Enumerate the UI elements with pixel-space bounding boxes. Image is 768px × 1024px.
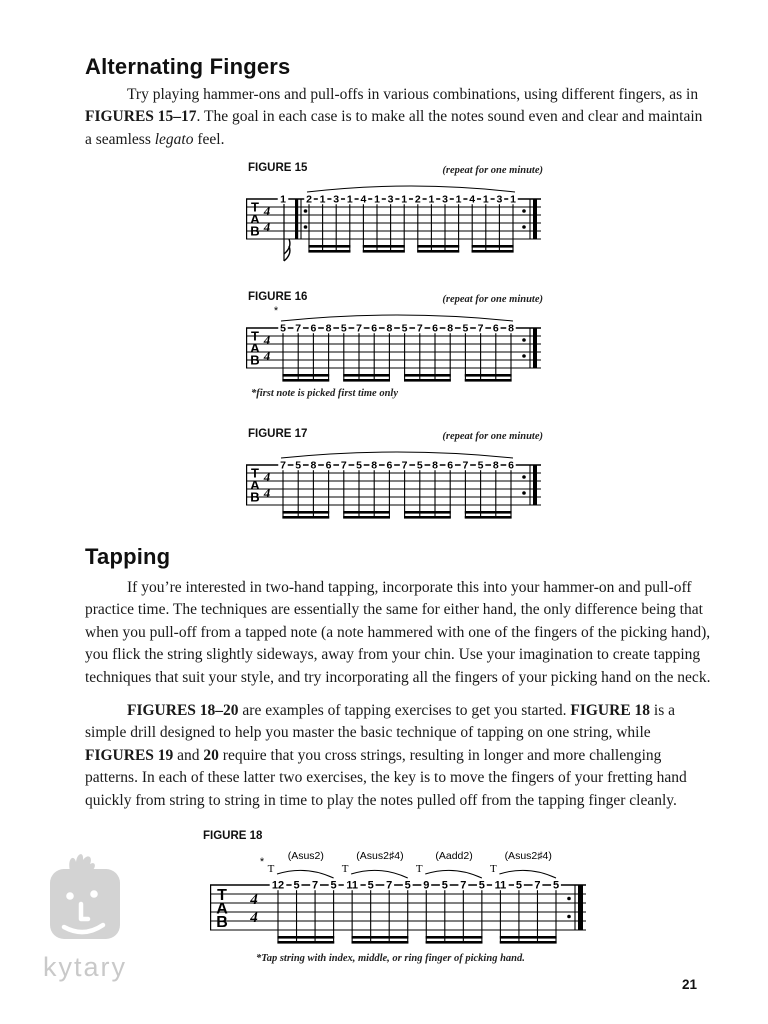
svg-text:2: 2 [306,193,312,206]
repeat-annotation: (repeat for one minute) [442,165,543,176]
svg-text:1: 1 [401,193,408,206]
svg-text:5: 5 [404,879,411,892]
svg-text:7: 7 [462,459,469,472]
svg-text:(Asus2♯4): (Asus2♯4) [356,850,404,862]
figure-label: FIGURE 15 [248,162,308,174]
tab-notation-figure-17 [243,443,545,523]
svg-text:1: 1 [319,193,326,206]
svg-text:5: 5 [295,459,302,472]
svg-text:6: 6 [325,459,332,472]
svg-text:A: A [250,211,260,227]
svg-text:(Asus2): (Asus2) [287,850,324,862]
repeat-annotation: (repeat for one minute) [442,431,543,442]
figure-footnote: *first note is picked first time only [251,388,398,399]
svg-text:4: 4 [263,219,271,235]
svg-text:5: 5 [340,322,347,335]
svg-text:B: B [250,489,260,505]
tab-notation-figure-16 [243,306,545,386]
svg-text:5: 5 [441,879,448,892]
svg-text:(Asus2♯4): (Asus2♯4) [504,850,552,862]
svg-text:4: 4 [263,469,271,485]
svg-text:8: 8 [447,322,454,335]
svg-text:4: 4 [360,193,367,206]
paragraph-tapping-2: FIGURES 18–20 are examples of tapping exercises to get you started. FIGURE 18 is a simple drill designed to help you master the basic technique of tapping on one string, while FIGURES 19 and 20 require that you cross strings, resulting in longer and more challenging patterns. In each of these latter two exercises, the key is to move the fingers of your fretting hand quickly from string to string in time to play the notes pulled off from the tapping finger cleanly. [85,702,687,809]
svg-text:4: 4 [250,909,258,926]
svg-text:4: 4 [263,203,271,219]
svg-text:7: 7 [356,322,362,335]
svg-text:B: B [250,352,260,368]
svg-text:1: 1 [510,193,516,206]
svg-text:T: T [217,886,227,904]
svg-text:8: 8 [310,459,317,472]
figure-footnote: *Tap string with index, middle, or ring finger of picking hand. [256,953,525,964]
svg-text:5: 5 [367,879,374,892]
kytary-logo-icon [10,853,160,945]
svg-text:A: A [250,340,260,356]
svg-text:4: 4 [263,485,271,501]
figure-18 [198,830,590,964]
svg-text:8: 8 [432,459,438,472]
svg-text:T: T [341,863,349,875]
svg-text:8: 8 [371,459,378,472]
svg-text:7: 7 [386,879,393,892]
svg-text:5: 5 [356,459,362,472]
paragraph-tapping-1: If you’re interested in two-hand tapping, incorporate this into your hammer-on and pull-off practice time. The techniques are essentially the same for either hand, the only difference being that when you pull-off from a tapped note (a note hammered with one of the fingers of the picking hand), you flick the string slightly sideways, away from your chin. Use your imagination to create tapping techniques that suit your style, and try incorporating all the fingers of your picking hand on the neck. [85,579,711,686]
svg-text:3: 3 [496,193,503,206]
svg-text:7: 7 [416,322,423,335]
svg-text:1: 1 [428,193,435,206]
kytary-watermark [10,853,160,983]
tab-notation-figure-18 [198,845,590,951]
svg-text:T: T [251,465,259,481]
figure-label: FIGURE 18 [203,830,263,842]
svg-text:3: 3 [333,193,340,206]
tab-notation-figure-15 [243,177,545,267]
svg-text:6: 6 [447,459,454,472]
svg-text:8: 8 [508,322,514,335]
svg-text:9: 9 [423,879,430,892]
svg-text:5: 5 [330,879,337,892]
svg-text:3: 3 [442,193,448,206]
svg-text:(Aadd2): (Aadd2) [435,850,473,862]
page-number: 21 [682,977,698,992]
svg-text:5: 5 [552,879,560,892]
svg-text:8: 8 [386,322,393,335]
svg-text:8: 8 [325,322,332,335]
svg-text:T: T [251,199,259,215]
svg-text:5: 5 [477,459,484,472]
svg-text:4: 4 [263,332,271,348]
svg-text:T: T [490,863,497,875]
svg-text:6: 6 [310,322,317,335]
svg-text:5: 5 [401,322,408,335]
heading-alternating-fingers: Alternating Fingers [85,54,291,79]
svg-text:1: 1 [455,193,462,206]
svg-text:7: 7 [340,459,347,472]
svg-text:5: 5 [416,459,423,472]
svg-text:7: 7 [312,879,319,892]
svg-text:4: 4 [263,348,271,364]
svg-text:T: T [267,863,275,875]
svg-text:B: B [250,223,260,239]
svg-text:6: 6 [492,322,499,335]
svg-text:7: 7 [477,322,484,335]
svg-text:7: 7 [401,459,408,472]
svg-text:11: 11 [494,879,507,892]
svg-text:8: 8 [492,459,499,472]
svg-text:5: 5 [462,322,469,335]
svg-text:5: 5 [515,879,522,892]
paragraph-alternating-fingers: Try playing hammer-ons and pull-offs in various combinations, using different fingers, as in FIGURES 15–17. The goal in each case is to make all the notes sound even and clear and maintain a seamless legato feel. [85,86,703,148]
svg-text:A: A [250,477,260,493]
svg-text:6: 6 [386,459,393,472]
svg-text:6: 6 [508,459,514,472]
svg-text:1: 1 [346,193,353,206]
svg-text:*: * [259,856,265,868]
svg-text:1: 1 [482,193,489,206]
svg-text:12: 12 [271,879,285,892]
svg-text:7: 7 [460,879,467,892]
repeat-annotation: (repeat for one minute) [442,294,543,305]
svg-text:4: 4 [250,891,258,908]
svg-text:2: 2 [414,193,421,206]
svg-text:3: 3 [387,193,394,206]
svg-text:6: 6 [371,322,378,335]
heading-tapping: Tapping [85,544,171,569]
svg-text:4: 4 [469,193,476,206]
svg-text:*: * [273,306,279,317]
svg-text:7: 7 [295,322,302,335]
svg-text:T: T [251,328,259,344]
figure-16 [243,291,545,399]
svg-text:7: 7 [280,459,286,472]
svg-text:5: 5 [293,879,300,892]
svg-text:1: 1 [280,193,286,206]
svg-text:7: 7 [534,879,541,892]
figure-17 [243,428,545,523]
svg-text:B: B [216,913,228,931]
svg-text:5: 5 [478,879,485,892]
figure-label: FIGURE 17 [248,428,308,440]
svg-text:1: 1 [374,193,380,206]
svg-text:A: A [216,900,228,918]
kytary-wordmark: kytary [42,952,127,982]
svg-text:5: 5 [280,322,286,335]
svg-text:11: 11 [346,879,358,892]
svg-text:6: 6 [432,322,438,335]
figure-15 [243,162,545,267]
figure-label: FIGURE 16 [248,291,308,303]
svg-text:T: T [415,863,423,875]
